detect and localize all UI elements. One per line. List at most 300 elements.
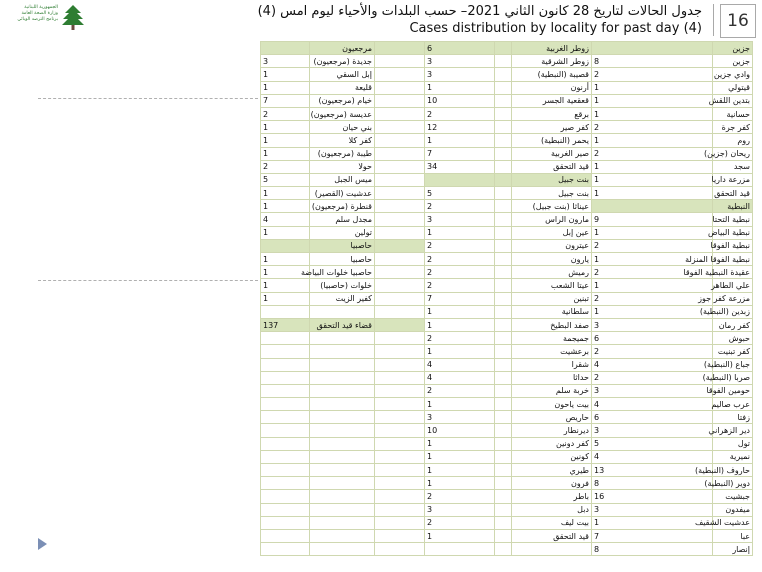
locality-cell: قصيبة (النبطية) [512,68,592,81]
spacer-cell [375,371,425,384]
table-row [261,94,753,107]
logo-line-1: الجمهورية اللبنانية [24,5,58,10]
table-row [261,213,753,226]
count-cell: 1 [425,529,495,542]
locality-cell: فرون [512,477,592,490]
spacer-cell [495,253,512,266]
count-cell: 1 [261,279,310,292]
count-cell: 4 [425,371,495,384]
count-cell: 1 [425,464,495,477]
spacer-cell [495,437,512,450]
locality-cell: عين إبل [512,226,592,239]
locality-cell: زفتا [713,411,753,424]
count-cell [261,305,310,318]
count-cell: 1 [592,279,713,292]
count-cell: 1 [425,398,495,411]
locality-cell: بيت ياحون [512,398,592,411]
spacer-cell [375,55,425,68]
count-cell: 5 [425,187,495,200]
count-cell [261,529,310,542]
spacer-cell [375,81,425,94]
locality-cell: برعشيت [512,345,592,358]
count-cell: 2 [425,279,495,292]
count-cell [261,42,310,55]
count-cell: 2 [425,266,495,279]
spacer-cell [495,516,512,529]
locality-cell: زبدين (النبطية) [713,305,753,318]
locality-cell: بتدين اللقش [713,94,753,107]
count-cell: 1 [261,200,310,213]
count-cell: 1 [425,134,495,147]
locality-cell: سجد [713,160,753,173]
page-title-arabic: جدول الحالات لتاريخ 28 كانون الثاني 2021– حسب البلدات والأحياء ليوم امس (4) [257,4,702,19]
locality-cell: نبطية الفوقا [713,239,753,252]
locality-cell: ريحان (جزين) [713,147,753,160]
locality-cell: بيت ليف [512,516,592,529]
page-number: 16 [720,4,756,38]
table-row [261,121,753,134]
locality-cell: كفر رمان [713,318,753,331]
spacer-cell [375,424,425,437]
count-cell [261,371,310,384]
locality-cell [310,450,375,463]
ministry-logo [6,4,86,34]
spacer-cell [495,503,512,516]
locality-cell: خربة سلم [512,384,592,397]
locality-cell: حسانية [713,107,753,120]
count-cell [261,464,310,477]
count-cell: 1 [592,134,713,147]
locality-cell: النبطية [713,200,753,213]
table-row [261,543,753,556]
locality-cell [310,305,375,318]
count-cell: 137 [261,318,310,331]
locality-cell [310,464,375,477]
locality-cell: شقرا [512,358,592,371]
locality-cell: حاصبيا [310,253,375,266]
locality-cell: إبل السقي [310,68,375,81]
locality-cell [310,543,375,556]
cedar-tree-icon [61,4,85,32]
locality-cell [310,358,375,371]
cases-table-body [261,42,753,556]
table-row [261,239,753,252]
spacer-cell [495,543,512,556]
table-row [261,226,753,239]
count-cell [261,411,310,424]
spacer-cell [375,187,425,200]
locality-cell: قعقعية الجسر [512,94,592,107]
count-cell: 2 [425,516,495,529]
locality-cell: رميش [512,266,592,279]
count-cell: 3 [592,424,713,437]
table-row [261,529,753,542]
locality-cell [310,437,375,450]
spacer-cell [495,358,512,371]
spacer-cell [375,305,425,318]
count-cell: 1 [425,81,495,94]
spacer-cell [495,55,512,68]
locality-cell: طيري [512,464,592,477]
locality-cell [310,490,375,503]
locality-cell: خيام (مرجعيون) [310,94,375,107]
spacer-cell [495,305,512,318]
spacer-cell [495,239,512,252]
locality-cell: نميرية [713,450,753,463]
table-row [261,384,753,397]
count-cell [261,516,310,529]
spacer-cell [375,160,425,173]
locality-cell: حاريص [512,411,592,424]
spacer-cell [495,318,512,331]
play-icon[interactable] [38,538,47,550]
count-cell: 2 [592,68,713,81]
table-row [261,55,753,68]
spacer-cell [495,226,512,239]
table-row [261,516,753,529]
spacer-cell [375,503,425,516]
table-row [261,253,753,266]
count-cell: 1 [261,147,310,160]
spacer-cell [375,239,425,252]
spacer-cell [375,358,425,371]
locality-cell: نبطية البياض [713,226,753,239]
count-cell: 1 [592,226,713,239]
locality-cell: زوطر الشرقية [512,55,592,68]
count-cell: 1 [592,253,713,266]
count-cell: 1 [592,173,713,186]
spacer-cell [495,107,512,120]
spacer-cell [375,490,425,503]
count-cell [261,490,310,503]
count-cell [261,503,310,516]
locality-cell: تولين [310,226,375,239]
spacer-cell [495,42,512,55]
table-row [261,345,753,358]
spacer-cell [375,437,425,450]
spacer-cell [495,200,512,213]
locality-cell: جديدة (مرجعيون) [310,55,375,68]
count-cell: 1 [425,450,495,463]
count-cell [261,450,310,463]
locality-cell: كفر تبنيت [713,345,753,358]
count-cell: 5 [261,173,310,186]
locality-cell: يحمر (النبطية) [512,134,592,147]
count-cell: 3 [425,503,495,516]
spacer-cell [375,94,425,107]
table-row [261,358,753,371]
locality-cell: سلطانية [512,305,592,318]
count-cell: 2 [425,200,495,213]
locality-cell: حاصبيا [310,239,375,252]
locality-cell: باطر [512,490,592,503]
table-row [261,371,753,384]
count-cell: 1 [425,345,495,358]
locality-cell: قضاء قيد التحقق [310,318,375,331]
table-row [261,411,753,424]
count-cell: 13 [592,464,713,477]
count-cell [425,173,495,186]
locality-cell [310,503,375,516]
count-cell: 8 [592,55,713,68]
count-cell: 3 [425,68,495,81]
count-cell: 1 [261,121,310,134]
count-cell: 1 [592,160,713,173]
count-cell: 1 [592,187,713,200]
table-row [261,68,753,81]
count-cell: 7 [425,147,495,160]
count-cell: 3 [425,213,495,226]
table-row [261,81,753,94]
spacer-cell [495,450,512,463]
count-cell: 6 [425,42,495,55]
count-cell: 3 [261,55,310,68]
count-cell: 1 [592,305,713,318]
dashed-guide-bottom [38,280,258,281]
count-cell: 2 [592,345,713,358]
spacer-cell [495,187,512,200]
table-row [261,464,753,477]
count-cell: 1 [592,94,713,107]
count-cell [261,332,310,345]
table-row [261,503,753,516]
spacer-cell [495,160,512,173]
locality-cell: كونين [512,450,592,463]
count-cell: 12 [425,121,495,134]
spacer-cell [375,226,425,239]
count-cell [261,543,310,556]
locality-cell: حاروف (النبطية) [713,464,753,477]
count-cell: 3 [592,318,713,331]
count-cell: 7 [592,529,713,542]
spacer-cell [495,266,512,279]
title-divider [713,4,714,36]
locality-cell: تبنين [512,292,592,305]
count-cell: 9 [592,213,713,226]
spacer-cell [495,81,512,94]
spacer-cell [495,398,512,411]
spacer-cell [375,543,425,556]
locality-cell: جباع (النبطية) [713,358,753,371]
locality-cell: قيد التحقق [512,160,592,173]
count-cell: 1 [261,81,310,94]
count-cell: 3 [592,384,713,397]
count-cell: 2 [592,292,713,305]
dashed-guide-top [38,98,258,99]
spacer-cell [495,173,512,186]
locality-cell: ديرنطار [512,424,592,437]
spacer-cell [495,134,512,147]
count-cell: 8 [592,477,713,490]
locality-cell: مرجعيون [310,42,375,55]
locality-cell: عقيدة النبطية الفوقا [713,266,753,279]
count-cell [592,42,713,55]
table-row [261,134,753,147]
spacer-cell [495,424,512,437]
count-cell: 2 [261,160,310,173]
table-row [261,187,753,200]
table-row [261,437,753,450]
spacer-cell [375,318,425,331]
spacer-cell [495,384,512,397]
table-row [261,318,753,331]
locality-cell: صفد البطيخ [512,318,592,331]
spacer-cell [495,279,512,292]
locality-cell [310,371,375,384]
locality-cell: حبوش [713,332,753,345]
table-row [261,173,753,186]
count-cell: 2 [425,490,495,503]
count-cell: 1 [261,134,310,147]
spacer-cell [495,464,512,477]
table-row [261,279,753,292]
locality-cell: عيتا الشعب [512,279,592,292]
locality-cell: عيترون [512,239,592,252]
count-cell [261,239,310,252]
locality-cell: عرب صاليم [713,398,753,411]
page-title-english: Cases distribution by locality for past day (4) [409,21,702,36]
count-cell: 4 [592,450,713,463]
locality-cell: كفر صير [512,121,592,134]
count-cell: 10 [425,424,495,437]
count-cell: 2 [425,332,495,345]
locality-cell: قيد التحقق [512,529,592,542]
locality-cell [310,516,375,529]
spacer-cell [375,477,425,490]
count-cell: 1 [261,187,310,200]
locality-cell: حاصبيا خلوات البياضة [310,266,375,279]
count-cell: 1 [425,437,495,450]
count-cell [592,200,713,213]
count-cell: 3 [425,411,495,424]
logo-line-3: برنامج الترصد الوبائي [17,17,58,23]
locality-cell: عيناثا (بنت جبيل) [512,200,592,213]
locality-cell: ميفدون [713,503,753,516]
locality-cell [310,384,375,397]
spacer-cell [375,332,425,345]
count-cell: 2 [592,266,713,279]
locality-cell: جميجمة [512,332,592,345]
locality-cell: عبا [713,529,753,542]
locality-cell [310,424,375,437]
count-cell: 2 [425,239,495,252]
count-cell: 34 [425,160,495,173]
locality-cell [310,529,375,542]
table-row [261,490,753,503]
locality-cell: قيتولي [713,81,753,94]
table-row [261,200,753,213]
count-cell: 2 [425,253,495,266]
count-cell: 1 [261,253,310,266]
spacer-cell [375,68,425,81]
count-cell: 10 [425,94,495,107]
spacer-cell [375,200,425,213]
count-cell: 8 [592,543,713,556]
locality-cell: حومين الفوقا [713,384,753,397]
locality-cell: صير الغربية [512,147,592,160]
table-row [261,305,753,318]
spacer-cell [495,94,512,107]
spacer-cell [375,529,425,542]
spacer-cell [375,450,425,463]
count-cell: 5 [592,437,713,450]
spacer-cell [375,516,425,529]
locality-cell: دبل [512,503,592,516]
count-cell: 4 [592,358,713,371]
locality-cell [310,332,375,345]
count-cell: 2 [592,121,713,134]
count-cell: 1 [425,318,495,331]
locality-cell [512,543,592,556]
locality-cell: إنصار [713,543,753,556]
locality-cell: جزين [713,55,753,68]
locality-cell: قنطرة (مرجعيون) [310,200,375,213]
locality-cell: علي الطاهر [713,279,753,292]
locality-cell: كفر جرة [713,121,753,134]
spacer-cell [495,121,512,134]
spacer-cell [375,107,425,120]
count-cell: 1 [592,516,713,529]
locality-cell [310,345,375,358]
count-cell [261,345,310,358]
spacer-cell [375,253,425,266]
count-cell: 6 [592,332,713,345]
spacer-cell [375,121,425,134]
locality-cell: وادي جزين [713,68,753,81]
table-row [261,477,753,490]
spacer-cell [375,266,425,279]
locality-cell: طيبة (مرجعيون) [310,147,375,160]
count-cell: 4 [592,398,713,411]
locality-cell: عدشيت الشقيف [713,516,753,529]
count-cell: 2 [261,107,310,120]
locality-cell: خلوات (حاصبيا) [310,279,375,292]
locality-cell: بني حيان [310,121,375,134]
locality-cell: تول [713,437,753,450]
spacer-cell [375,292,425,305]
spacer-cell [495,477,512,490]
count-cell: 2 [592,371,713,384]
spacer-cell [375,173,425,186]
count-cell: 2 [425,384,495,397]
locality-cell: كفر دونين [512,437,592,450]
spacer-cell [375,134,425,147]
spacer-cell [495,147,512,160]
spacer-cell [375,213,425,226]
locality-cell: زوطر الغربية [512,42,592,55]
locality-cell: حداثا [512,371,592,384]
cases-table [260,41,753,556]
locality-cell: دوير (النبطية) [713,477,753,490]
count-cell: 2 [592,147,713,160]
locality-cell: جزين [713,42,753,55]
locality-cell: كفر كلا [310,134,375,147]
table-row [261,266,753,279]
spacer-cell [495,213,512,226]
count-cell [261,477,310,490]
count-cell: 1 [261,266,310,279]
locality-cell [310,398,375,411]
count-cell: 7 [425,292,495,305]
table-row [261,424,753,437]
locality-cell: دير الزهراني [713,424,753,437]
count-cell: 2 [592,239,713,252]
spacer-cell [375,398,425,411]
locality-cell: مجدل سلم [310,213,375,226]
locality-cell: نبطية التحتا [713,213,753,226]
locality-cell: بنت جبيل [512,173,592,186]
locality-cell: صربا (النبطية) [713,371,753,384]
